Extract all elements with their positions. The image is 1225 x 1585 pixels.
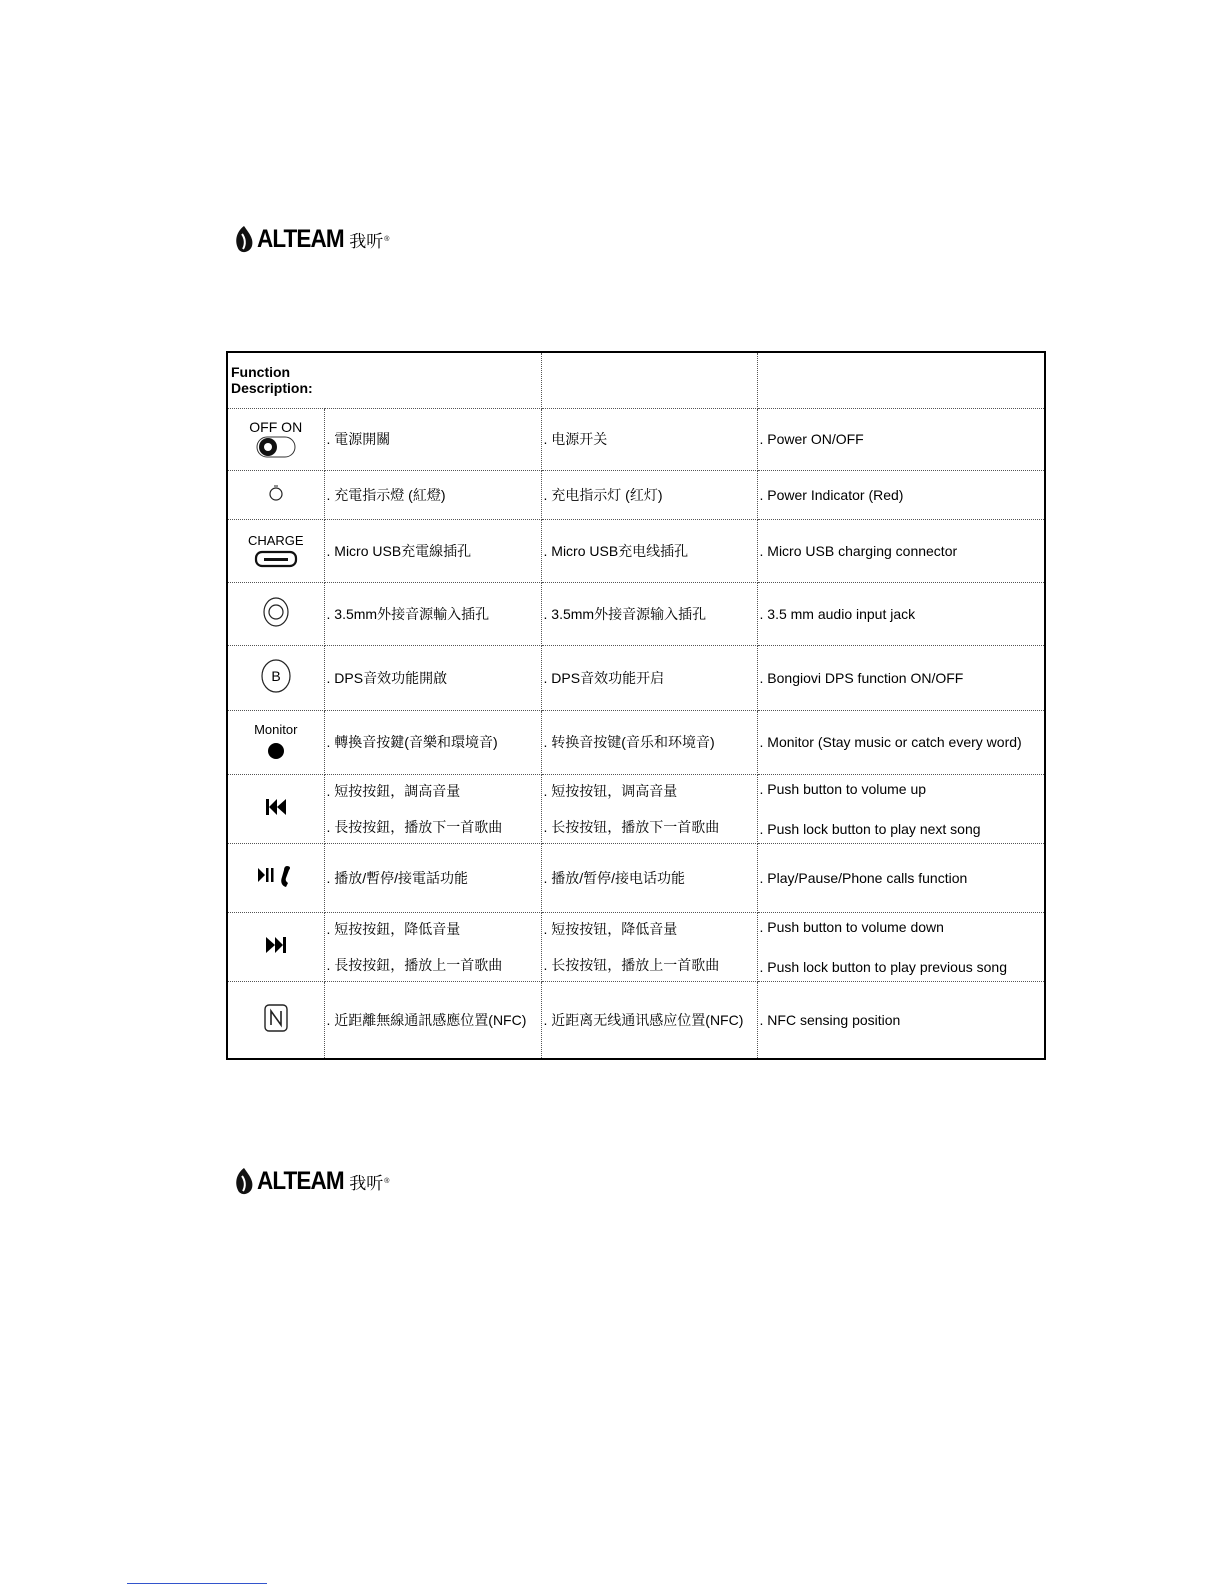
table-row [227, 519, 1045, 582]
power-indicator-icon [268, 484, 284, 502]
nfc-icon [263, 1003, 289, 1033]
registered-mark: ® [384, 1177, 390, 1185]
brand-name: ALTEAM [257, 1166, 344, 1195]
row-text-en: . NFC sensing position [759, 1011, 901, 1028]
footer-link-underline [127, 1583, 267, 1584]
row-text-tw: . 電源開關 [324, 408, 541, 470]
row-text-cn-2: . 长按按钮，播放上一首歌曲 [543, 956, 720, 973]
monitor-button-icon: Monitor [228, 722, 324, 762]
table-row [227, 582, 1045, 645]
row-text-tw: . 轉換音按鍵(音樂和環境音) [324, 710, 541, 774]
play-pause-phone-icon [256, 862, 296, 890]
table-row [227, 710, 1045, 774]
row-text-tw: . 3.5mm外接音源輸入插孔 [324, 582, 541, 645]
row-text-cn: . 近距离无线通讯感应位置(NFC) [541, 981, 757, 1059]
brand-chinese: 我听 [349, 1173, 384, 1194]
leaf-logo-icon [233, 224, 255, 254]
row-text-en: . Push button to volume up [759, 780, 927, 797]
table-row [227, 645, 1045, 710]
function-description-table [226, 351, 1046, 1060]
row-text-tw: . Micro USB充電線插孔 [324, 519, 541, 582]
table-row [227, 912, 1045, 981]
micro-usb-icon: CHARGE [228, 533, 324, 569]
row-text-cn: . 短按按钮，调高音量 [543, 782, 678, 799]
audio-jack-icon [262, 596, 290, 628]
row-text-en-2: . Push lock button to play next song [759, 820, 981, 837]
row-text-tw: . 充電指示燈 (紅燈) [324, 470, 541, 519]
brand-chinese: 我听 [349, 231, 384, 252]
power-switch-icon: OFF ON [228, 419, 324, 459]
brand-name: ALTEAM [257, 224, 344, 253]
table-header-row [227, 352, 1045, 408]
brand-logo [233, 1164, 403, 1198]
row-text-en: . Monitor (Stay music or catch every word) [757, 710, 1045, 774]
monitor-dot [265, 738, 287, 762]
row-text-en: . 3.5 mm audio input jack [757, 582, 1045, 645]
row-text-tw: . DPS音效功能開啟 [324, 645, 541, 710]
row-text-cn: . Micro USB充电线插孔 [541, 519, 757, 582]
row-text-tw: . 近距離無線通訊感應位置(NFC) [324, 981, 541, 1059]
row-text-tw-2: . 長按按鈕，播放上一首歌曲 [326, 956, 503, 973]
table-row [227, 843, 1045, 912]
row-text-en: . Power ON/OFF [757, 408, 1045, 470]
row-text-tw-2: . 長按按鈕，播放下一首歌曲 [326, 818, 503, 835]
row-text-tw: . 短按按鈕，降低音量 [326, 920, 461, 937]
row-text-cn: . 充电指示灯 (红灯) [541, 470, 757, 519]
row-text-cn: . 播放/暂停/接电话功能 [541, 843, 757, 912]
row-text-en: . Push button to volume down [759, 918, 944, 935]
row-text-cn: . 转换音按键(音乐和环境音) [541, 710, 757, 774]
table-title: Function Description: [227, 352, 324, 408]
row-text-en: . Power Indicator (Red) [757, 470, 1045, 519]
next-track-icon [264, 935, 288, 955]
svg-text:B: B [271, 668, 281, 684]
row-text-cn: . 电源开关 [541, 408, 757, 470]
bongiovi-b-icon [260, 658, 292, 694]
leaf-logo-icon [233, 1166, 255, 1196]
row-text-cn: . 3.5mm外接音源输入插孔 [541, 582, 757, 645]
table-row [227, 981, 1045, 1059]
row-text-en: . Bongiovi DPS function ON/OFF [757, 645, 1045, 710]
table-row [227, 470, 1045, 519]
row-text-en: . Play/Pause/Phone calls function [757, 843, 1045, 912]
row-text-cn-2: . 长按按钮，播放下一首歌曲 [543, 818, 720, 835]
table-row [227, 774, 1045, 843]
row-text-tw: . 播放/暫停/接電話功能 [324, 843, 541, 912]
usb-port-graphic [254, 549, 298, 569]
registered-mark: ® [384, 235, 390, 243]
row-text-en: . Micro USB charging connector [757, 519, 1045, 582]
row-text-cn: . DPS音效功能开启 [541, 645, 757, 710]
row-text-cn: . 短按按钮，降低音量 [543, 920, 678, 937]
previous-track-icon [264, 797, 288, 817]
row-text-tw: . 短按按鈕，調高音量 [326, 782, 461, 799]
brand-logo [233, 222, 403, 256]
row-text-en-2: . Push lock button to play previous song [759, 958, 1007, 975]
switch-graphic [255, 435, 297, 459]
table-row [227, 408, 1045, 470]
